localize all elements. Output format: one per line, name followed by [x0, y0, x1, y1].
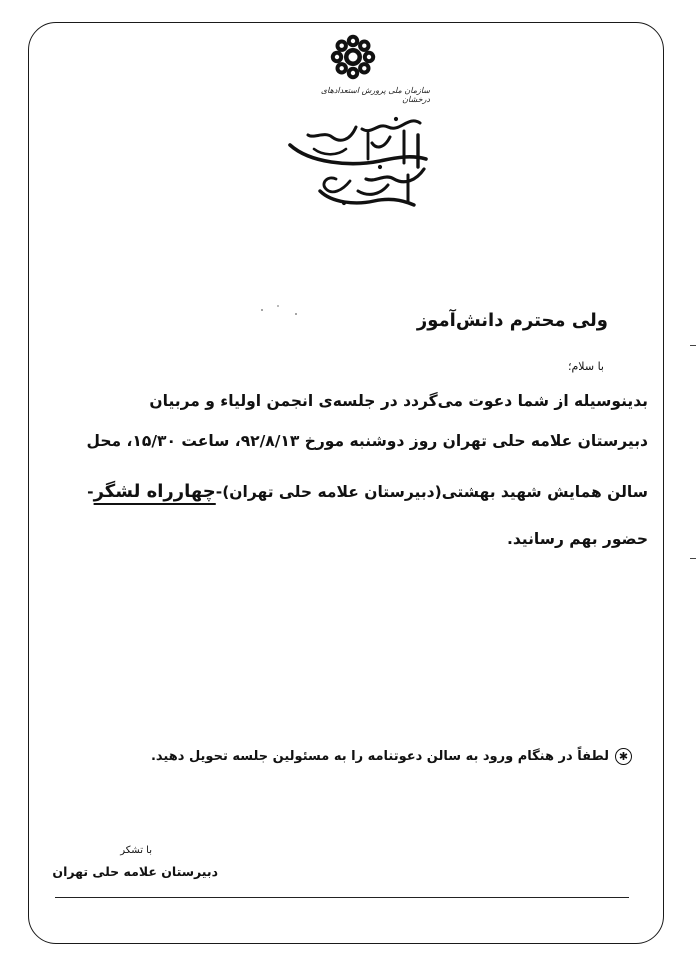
eight-petal-flower-emblem-icon	[330, 34, 376, 80]
note-text: لطفاً در هنگام ورود به سالن دعوتنامه را به مسئولین جلسه تحویل دهید.	[150, 749, 609, 764]
venue-suffix: -	[87, 483, 94, 501]
body-line-3	[38, 481, 648, 502]
footer-divider	[55, 897, 629, 898]
body-line-1: بدینوسیله از شما دعوت می‌گردد در جلسه‌ی انجمن اولیاء و مربیان	[149, 392, 648, 410]
school-calligraphy-logo	[280, 105, 430, 215]
salutation: ولی محترم دانش‌آموز	[416, 310, 608, 331]
venue-text: سالن همایش شهید بهشتی(دبیرستان علامه حلی تهران)-	[215, 483, 648, 501]
scan-edge-mark	[690, 345, 696, 346]
scan-edge-mark	[690, 558, 696, 559]
signature: دبیرستان علامه حلی تهران	[52, 864, 218, 879]
note	[151, 748, 632, 765]
organization-line: سازمان ملی پرورش استعدادهای درخشان	[320, 86, 430, 104]
body-line-4: حضور بهم رسانید.	[506, 530, 648, 548]
asterisk-circle-icon: ✱	[615, 748, 632, 765]
body-line-2: دبیرستان علامه حلی تهران روز دوشنبه مورخ ۹۲/۸/۱۳، ساعت ۱۵/۳۰، محل	[86, 432, 648, 450]
redacted-mark	[258, 300, 302, 320]
closing-thanks: با تشکر	[120, 845, 152, 856]
venue-highlight: چهارراه لشگر	[93, 481, 216, 502]
greeting: با سلام؛	[568, 360, 604, 373]
